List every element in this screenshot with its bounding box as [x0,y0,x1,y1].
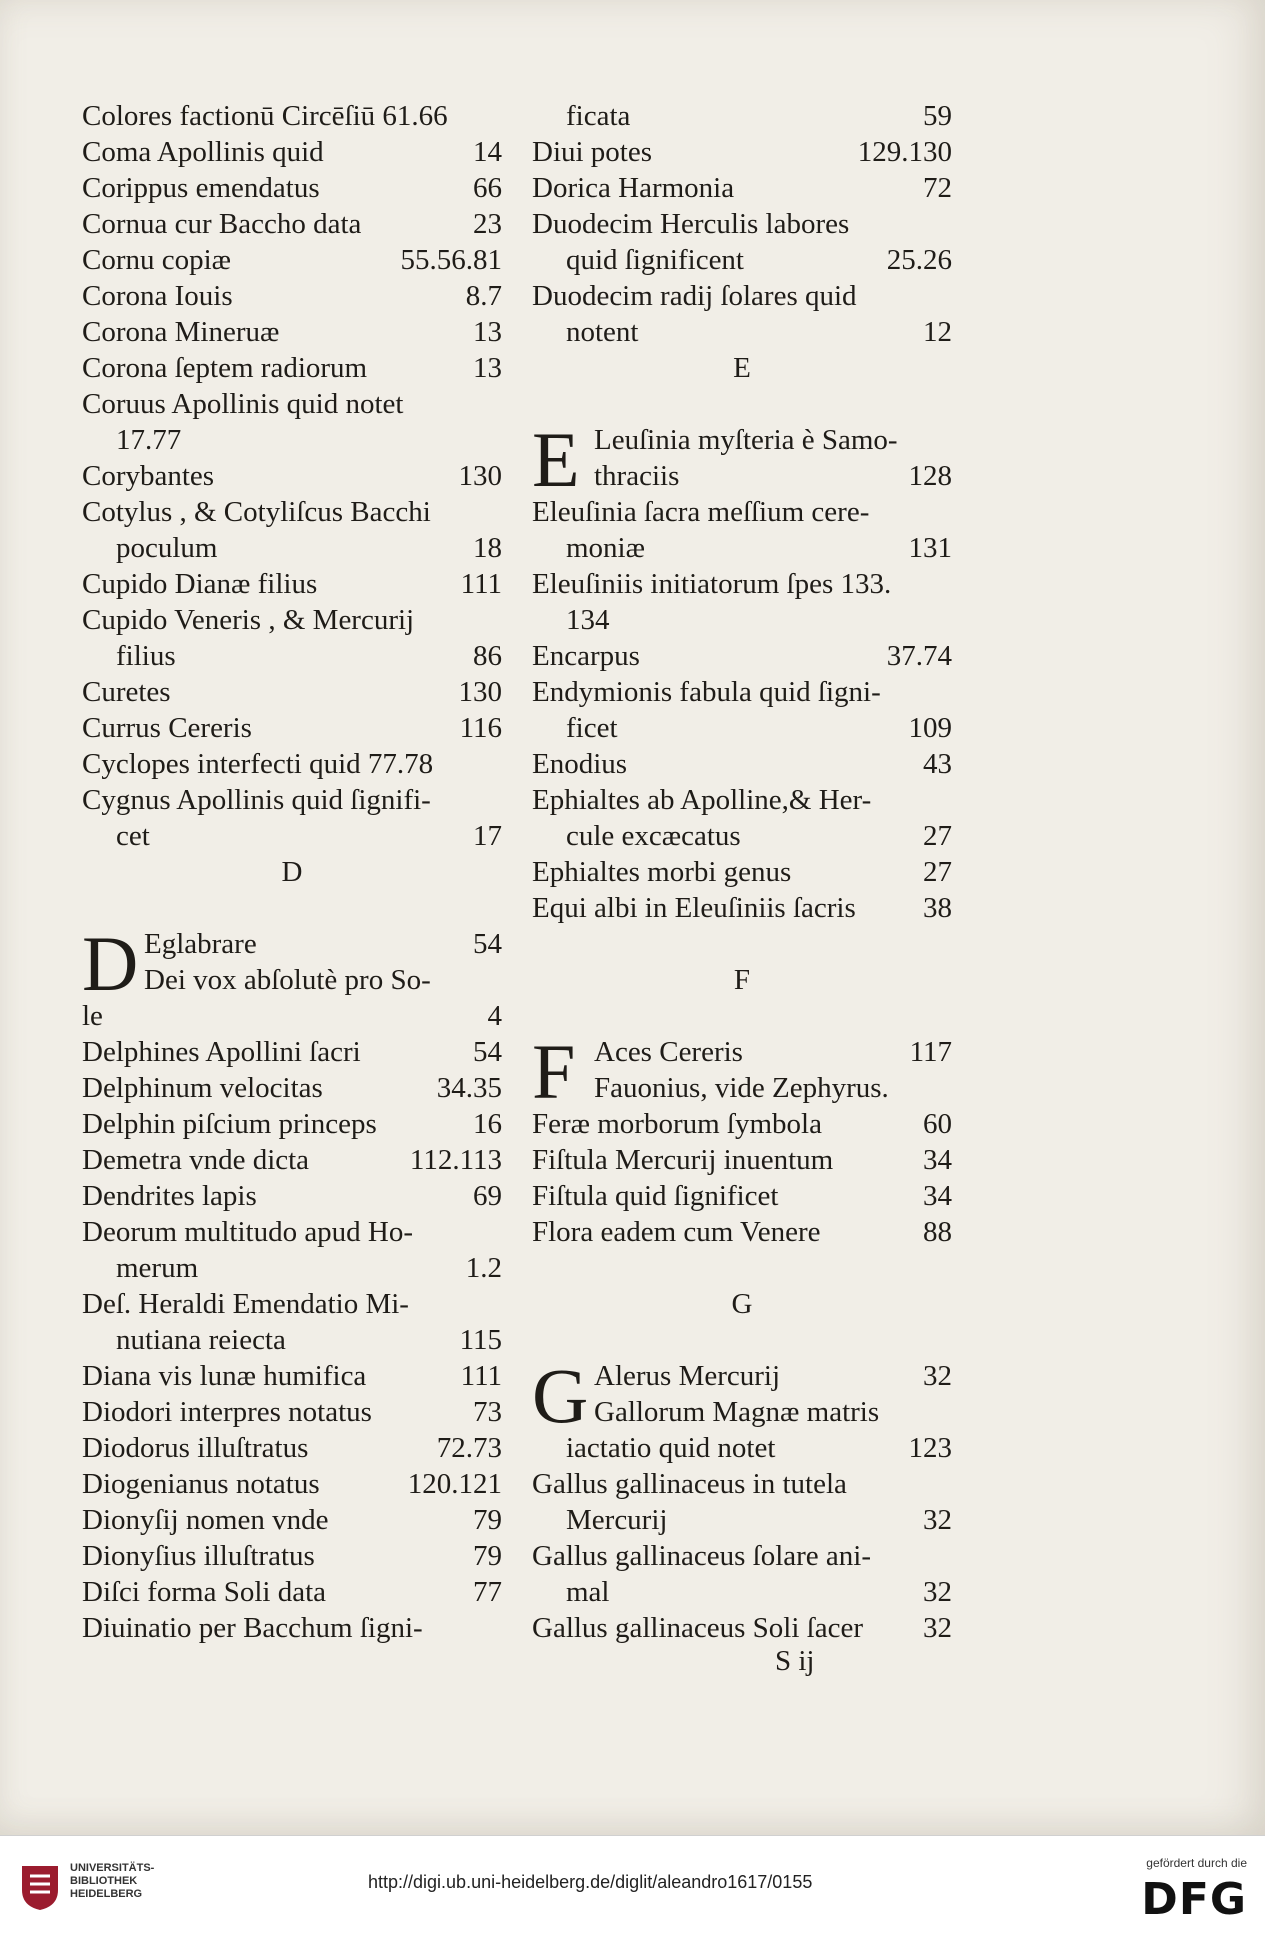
entry-page: 25.26 [886,244,952,276]
entry-page: 116 [459,712,502,744]
drop-cap-f: F [532,1028,576,1115]
entry-term: Diſci forma Soli data [82,1576,327,1608]
entry-page: 109 [908,712,952,744]
entry-page: 27 [923,856,952,888]
entry-group-f [532,1106,952,1250]
dfg-logo: DFG [1141,1874,1247,1925]
index-entry [82,602,502,638]
entry-page: 69 [473,1180,502,1212]
permalink[interactable]: http://digi.ub.uni-heidelberg.de/diglit/aleandro1617/0155 [368,1872,813,1892]
index-entry [82,170,502,206]
entry-term: poculum [116,532,218,564]
initial-block-e [532,416,952,503]
entry-page: 32 [923,1504,952,1536]
entry-term: cet [116,820,150,852]
entry-term: Cyclopes interfecti quid 77.78 [82,748,434,780]
section-heading-f: F [733,964,751,996]
entry-page: 34 [923,1144,952,1176]
entry-term: mal [566,1576,610,1608]
entry-term: Endymionis fabula quid ſigni- [532,676,881,708]
entry-term: Encarpus [532,640,640,672]
entry-page: 131 [908,532,952,564]
entry-term: Cornua cur Baccho data [82,208,362,240]
index-entry [532,1610,952,1646]
entry-term: Delphinum velocitas [82,1072,323,1104]
entry-group-e [532,494,952,926]
entry-term: Eleuſinia ſacra meſſium cere- [532,496,870,528]
entry-term: Diana vis lunæ humifica [82,1360,367,1392]
index-entry [532,854,952,890]
library-name-line: UNIVERSITÄTS- [70,1862,155,1874]
index-entry [82,1358,502,1394]
entry-page: 59 [923,100,952,132]
entry-term: Cupido Dianæ filius [82,568,318,600]
entry-term: Dorica Harmonia [532,172,735,204]
entry-page: 38 [923,892,952,924]
entry-page: 128 [908,460,952,492]
index-entry [82,1466,502,1502]
index-entry [532,458,952,494]
entry-term: Duodecim radij ſolares quid [532,280,857,312]
entry-page: 130 [458,676,502,708]
spacer [532,1250,952,1286]
entry-term: Dionyſij nomen vnde [82,1504,329,1536]
entry-page: 54 [473,1036,502,1068]
entry-term: moniæ [566,532,645,564]
drop-cap-g: G [532,1352,589,1439]
entry-term: Gallus gallinaceus in tutela [532,1468,847,1500]
funding-caption: gefördert durch die [1146,1856,1247,1870]
index-entry [532,314,952,350]
entry-term: Mercurij [566,1504,668,1536]
viewer-footer [0,1835,1265,1933]
entry-term: Corybantes [82,460,215,492]
index-entry [532,422,952,458]
entry-page: 111 [460,1360,502,1392]
index-entry [532,170,952,206]
index-entry [82,1610,502,1646]
entry-term: Alerus Mercurij [594,1360,781,1392]
entry-term: Flora eadem cum Venere [532,1216,821,1248]
entry-page: 34.35 [436,1072,502,1104]
index-entry [532,710,952,746]
entry-page: 112.113 [409,1144,502,1176]
entry-group-d [82,1034,502,1646]
entry-term: Duodecim Herculis labores [532,208,850,240]
entry-page: 27 [923,820,952,852]
entry-page: 37.74 [886,640,952,672]
index-entry [82,746,502,782]
library-name [70,1862,154,1901]
entry-term: ficet [566,712,618,744]
entry-term: Fiſtula Mercurij inuentum [532,1144,834,1176]
entry-page: 72.73 [436,1432,502,1464]
index-entry [532,1538,952,1574]
entry-term: Enodius [532,748,628,780]
entry-term: Fiſtula quid ſignificet [532,1180,779,1212]
entry-page: 18 [473,532,502,564]
entry-page: 14 [473,136,502,168]
entry-page: 16 [473,1108,502,1140]
index-entry [82,1034,502,1070]
entry-term: Dionyſius illuſtratus [82,1540,315,1572]
index-entry [532,1106,952,1142]
entry-page: 43 [923,748,952,780]
entry-term: Eleuſiniis initiatorum ſpes 133. [532,568,892,600]
entry-term: ficata [566,100,631,132]
index-entry [532,602,952,638]
entry-term: Cotylus , & Cotyliſcus Bacchi [82,496,431,528]
index-entry [82,1322,502,1358]
entry-term: Diodorus illuſtratus [82,1432,309,1464]
entry-term: Deorum multitudo apud Ho- [82,1216,414,1248]
index-entry [82,1070,502,1106]
university-seal-icon [18,1862,62,1912]
entry-page: 13 [473,352,502,384]
entry-group-d-continued [532,98,952,350]
initial-lines-g [532,1352,952,1439]
entry-term: Diodori interpres notatus [82,1396,372,1428]
index-entry [82,350,502,386]
initial-lines-d [82,920,502,1007]
entry-term: Gallorum Magnæ matris [594,1396,880,1428]
index-entry [532,530,952,566]
entry-page: 130 [458,460,502,492]
entry-term: Corippus emendatus [82,172,320,204]
drop-cap-d: D [82,920,139,1007]
entry-term: Coruus Apollinis quid notet [82,388,404,420]
entry-term: Delphin piſcium princeps [82,1108,377,1140]
index-entry [82,1250,502,1286]
entry-page: 32 [923,1360,952,1392]
entry-term: Dendrites lapis [82,1180,257,1212]
index-entry [532,1430,952,1466]
entry-term: Diuinatio per Bacchum ſigni- [82,1612,423,1644]
entry-page: 115 [459,1324,502,1356]
entry-page: 34 [923,1180,952,1212]
index-entry [532,1466,952,1502]
entry-page: 4 [487,1000,502,1032]
index-entry [532,1358,952,1394]
entry-term: Diui potes [532,136,653,168]
index-column-right [532,98,952,1646]
index-entry [82,1178,502,1214]
entry-page: 111 [460,568,502,600]
entry-page: 8.7 [465,280,502,312]
entry-term: Colores factionū Circēſiū 61.66 [82,100,448,132]
index-column-left [82,98,502,1646]
entry-term: Corona Mineruæ [82,316,280,348]
entry-page: 79 [473,1540,502,1572]
spacer [532,1322,952,1358]
entry-term: Cygnus Apollinis quid ſignifi- [82,784,431,816]
entry-page: 117 [909,1036,952,1068]
entry-term: iactatio quid notet [566,1432,776,1464]
index-entry [82,926,502,962]
entry-page: 13 [473,316,502,348]
index-entry [82,314,502,350]
entry-page: 12 [923,316,952,348]
entry-term: notent [566,316,639,348]
index-entry [532,818,952,854]
entry-page: 23 [473,208,502,240]
entry-group-c [82,98,502,854]
entry-term: 134 [566,604,610,636]
entry-term: 17.77 [116,424,182,456]
index-entry [82,962,502,998]
entry-term: Dei vox abſolutè pro So- [144,964,431,996]
initial-block-g [532,1352,952,1439]
entry-term: Ephialtes morbi genus [532,856,792,888]
spacer [532,998,952,1034]
index-entry [532,566,952,602]
index-entry [532,206,952,242]
index-entry [82,494,502,530]
index-entry [532,1070,952,1106]
index-entry [532,134,952,170]
entry-term: Curetes [82,676,171,708]
index-entry [82,1538,502,1574]
index-entry [532,746,952,782]
entry-term: Currus Cereris [82,712,252,744]
index-entry [532,674,952,710]
entry-term: Corona ſeptem radiorum [82,352,368,384]
index-entry [532,98,952,134]
entry-term: Diogenianus notatus [82,1468,320,1500]
entry-page: 86 [473,640,502,672]
index-entry [82,566,502,602]
initial-block-d [82,920,502,1034]
entry-page: 1.2 [465,1252,502,1284]
entry-term: Feræ morborum ſymbola [532,1108,822,1140]
index-entry [82,1214,502,1250]
index-entry [532,782,952,818]
spacer [82,890,502,926]
entry-term: Delphines Apollini ſacri [82,1036,361,1068]
entry-page: 73 [473,1396,502,1428]
index-entry [82,1286,502,1322]
entry-term: quid ſignificent [566,244,744,276]
entry-term: Equi albi in Eleuſiniis ſacris [532,892,856,924]
index-entry [82,206,502,242]
library-name-line: HEIDELBERG [70,1888,143,1900]
entry-term: Eglabrare [144,928,257,960]
entry-term: cule excæcatus [566,820,741,852]
entry-page: 17 [473,820,502,852]
section-heading-e: E [733,352,751,384]
index-entry [82,422,502,458]
entry-page: 66 [473,172,502,204]
entry-page: 32 [923,1612,952,1644]
entry-page: 88 [923,1216,952,1248]
section-heading-g: G [731,1288,753,1320]
index-entry [82,278,502,314]
index-entry [82,1394,502,1430]
entry-term: Corona Iouis [82,280,233,312]
entry-term: Coma Apollinis quid [82,136,324,168]
index-entry [532,1178,952,1214]
library-name-line: BIBLIOTHEK [70,1875,138,1887]
index-entry [532,242,952,278]
initial-block-f [532,1028,952,1115]
spacer [532,926,952,962]
entry-term: Fauonius, vide Zephyrus. [594,1072,889,1104]
entry-page: 79 [473,1504,502,1536]
index-entry [82,674,502,710]
index-entry [82,710,502,746]
entry-page: 77 [473,1576,502,1608]
index-entry [82,1106,502,1142]
entry-page: 72 [923,172,952,204]
entry-page: 123 [908,1432,952,1464]
index-entry [82,818,502,854]
index-entry [82,134,502,170]
index-entry [82,782,502,818]
index-entry [82,1502,502,1538]
entry-term: filius [116,640,176,672]
index-entry [532,1502,952,1538]
index-entry [82,386,502,422]
index-entry [82,638,502,674]
index-entry [532,890,952,926]
index-entry [82,242,502,278]
index-entry [532,1574,952,1610]
spacer [532,386,952,422]
index-entry [532,638,952,674]
entry-page: 54 [473,928,502,960]
index-entry [532,1142,952,1178]
entry-term: Demetra vnde dicta [82,1144,310,1176]
index-entry [82,1574,502,1610]
entry-term: le [82,1000,103,1032]
index-entry [82,530,502,566]
index-entry [82,458,502,494]
drop-cap-e: E [532,416,580,503]
index-entry [82,98,502,134]
index-entry [82,998,502,1034]
entry-term: Cornu copiæ [82,244,232,276]
entry-page: 129.130 [857,136,952,168]
entry-term: Aces Cereris [594,1036,743,1068]
entry-term: Gallus gallinaceus ſolare ani- [532,1540,872,1572]
entry-term: merum [116,1252,199,1284]
entry-term: Deſ. Heraldi Emendatio Mi- [82,1288,409,1320]
entry-term: thraciis [594,460,680,492]
index-entry [532,494,952,530]
initial-lines-f [532,1028,952,1115]
initial-lines-e [532,416,952,503]
entry-term: Leuſinia myſteria è Samo- [594,424,898,456]
section-heading-d: D [281,856,303,888]
entry-term: Ephialtes ab Apolline,& Her- [532,784,872,816]
index-entry [82,1430,502,1466]
entry-page: 55.56.81 [400,244,502,276]
entry-term: Gallus gallinaceus Soli ſacer [532,1612,863,1644]
index-entry [532,1034,952,1070]
signature-mark: S ij [775,1645,815,1677]
entry-page: 32 [923,1576,952,1608]
index-entry [532,278,952,314]
entry-term: Cupido Veneris , & Mercurij [82,604,415,636]
entry-group-g [532,1430,952,1646]
entry-term: nutiana reiecta [116,1324,286,1356]
entry-page: 120.121 [407,1468,502,1500]
index-entry [532,1214,952,1250]
entry-page: 60 [923,1108,952,1140]
index-entry [82,1142,502,1178]
index-entry [532,1394,952,1430]
